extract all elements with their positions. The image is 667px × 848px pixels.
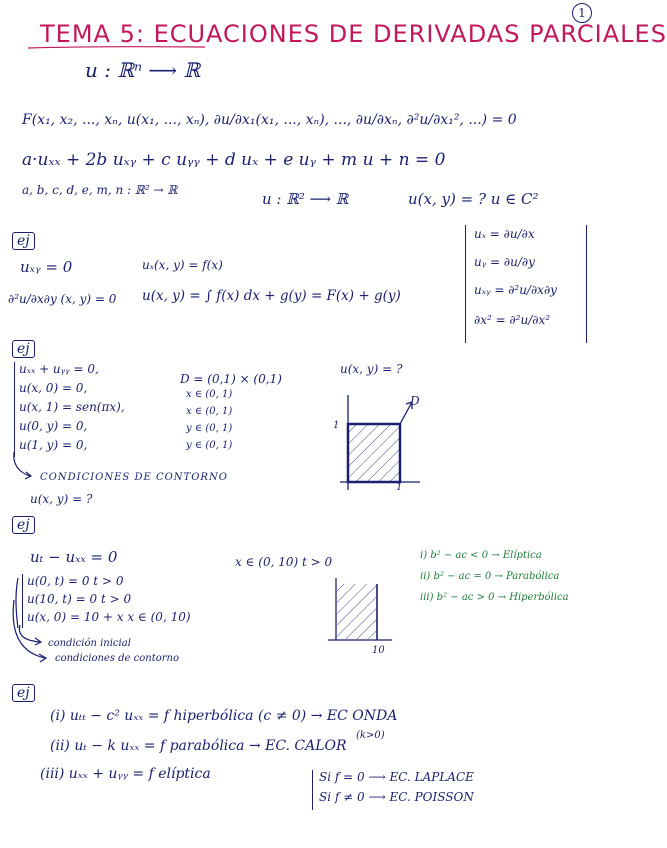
ex2-figure-d: D (410, 394, 420, 408)
notation-line: uₓ = ∂u/∂x (474, 227, 535, 241)
ex3-condition: u(0, t) = 0 t > 0 (27, 574, 124, 588)
ex2-eq: u(0, y) = 0, (19, 419, 88, 433)
initial-condition-label: condición inicial (48, 638, 131, 649)
ex3-condition: u(x, 0) = 10 + x x ∈ (0, 10) (27, 610, 191, 624)
boundary-conditions-label: condiciones de contorno (55, 653, 179, 664)
brace (16, 578, 18, 628)
annotation-arrows (13, 452, 46, 662)
ex2-eq: u(x, 0) = 0, (19, 381, 88, 395)
ex2-figure-y1: 1 (333, 420, 340, 431)
example-label: ej (12, 232, 35, 250)
u-map-2d: u : ℝ² ⟶ ℝ (262, 190, 349, 208)
ex2-eq: u(1, y) = 0, (19, 438, 88, 452)
ex2-question: u(x, y) = ? (30, 492, 93, 506)
ex3-domain: x ∈ (0, 10) t > 0 (235, 555, 333, 569)
ex2-figure-question: u(x, y) = ? (340, 362, 403, 376)
classification-item: ii) b² − ac = 0 → Parabólica (420, 571, 560, 582)
pde-elliptic: (iii) uₓₓ + uᵧᵧ = f elíptica (40, 766, 211, 782)
ex3-equation: uₜ − uₓₓ = 0 (30, 548, 118, 566)
ex1-equation: uₓᵧ = 0 (20, 258, 73, 276)
ex2-eq: uₓₓ + uᵧᵧ = 0, (19, 362, 99, 376)
second-order-equation: a·uₓₓ + 2b uₓᵧ + c uᵧᵧ + d uₓ + e uᵧ + m u + n = 0 (22, 150, 446, 170)
ex1-solution-1: uₓ(x, y) = f(x) (142, 258, 223, 272)
pde-heat-note: (k>0) (356, 730, 385, 741)
page-title: TEMA 5: ECUACIONES DE DERIVADAS PARCIALES (40, 20, 667, 48)
ex3-condition: u(10, t) = 0 t > 0 (27, 592, 132, 606)
notation-line: ∂x² = ∂²u/∂x² (474, 313, 551, 327)
ex3-figure-x10: 10 (372, 645, 385, 656)
unknown-function: u(x, y) = ? u ∈ C² (408, 190, 539, 208)
coefficients: a, b, c, d, e, m, n : ℝ² → ℝ (22, 183, 178, 197)
general-equation: F(x₁, x₂, ..., xₙ, u(x₁, ..., xₙ), ∂u/∂x₁(x₁, ..., xₙ), ..., ∂u/∂xₙ, ∂²u/∂x₁², ...) = 0 (22, 112, 517, 128)
example-label: ej (12, 340, 35, 358)
heat-domain-figure (328, 578, 392, 640)
ex2-domain-line: D = (0,1) × (0,1) (180, 372, 282, 386)
unit-square-figure (340, 395, 420, 490)
ex2-domain-line: y ∈ (0, 1) (186, 423, 233, 434)
classification-item: i) b² − ac < 0 → Elíptica (420, 550, 542, 561)
map-definition: u : ℝⁿ ⟶ ℝ (85, 58, 201, 82)
classification-item: iii) b² − ac > 0 → Hiperbólica (420, 592, 569, 603)
ex2-domain-line: x ∈ (0, 1) (186, 406, 233, 417)
page-number: 1 (572, 3, 592, 23)
pde-heat: (ii) uₜ − k uₓₓ = f parabólica → EC. CALOR (50, 738, 347, 754)
ex2-domain-line: y ∈ (0, 1) (186, 440, 233, 451)
notation-line: uᵧ = ∂u/∂y (474, 255, 535, 269)
laplace-case: Si f = 0 ⟶ EC. LAPLACE (319, 770, 474, 784)
ex2-domain-line: x ∈ (0, 1) (186, 389, 233, 400)
pde-wave: (i) uₜₜ − c² uₓₓ = f hiperbólica (c ≠ 0) → EC ONDA (50, 708, 398, 724)
ex2-eq: u(x, 1) = sen(πx), (19, 400, 125, 414)
example-label: ej (12, 516, 35, 534)
poisson-case: Si f ≠ 0 ⟶ EC. POISSON (319, 790, 474, 804)
ex2-figure-x1: 1 (396, 482, 403, 493)
boundary-conditions-label: CONDICIONES DE CONTORNO (40, 472, 228, 483)
notation-line: uₓᵧ = ∂²u/∂x∂y (474, 283, 557, 297)
ex1-alt-equation: ∂²u/∂x∂y (x, y) = 0 (8, 292, 117, 306)
example-label: ej (12, 684, 35, 702)
ex1-solution-2: u(x, y) = ∫ f(x) dx + g(y) = F(x) + g(y) (142, 288, 401, 304)
